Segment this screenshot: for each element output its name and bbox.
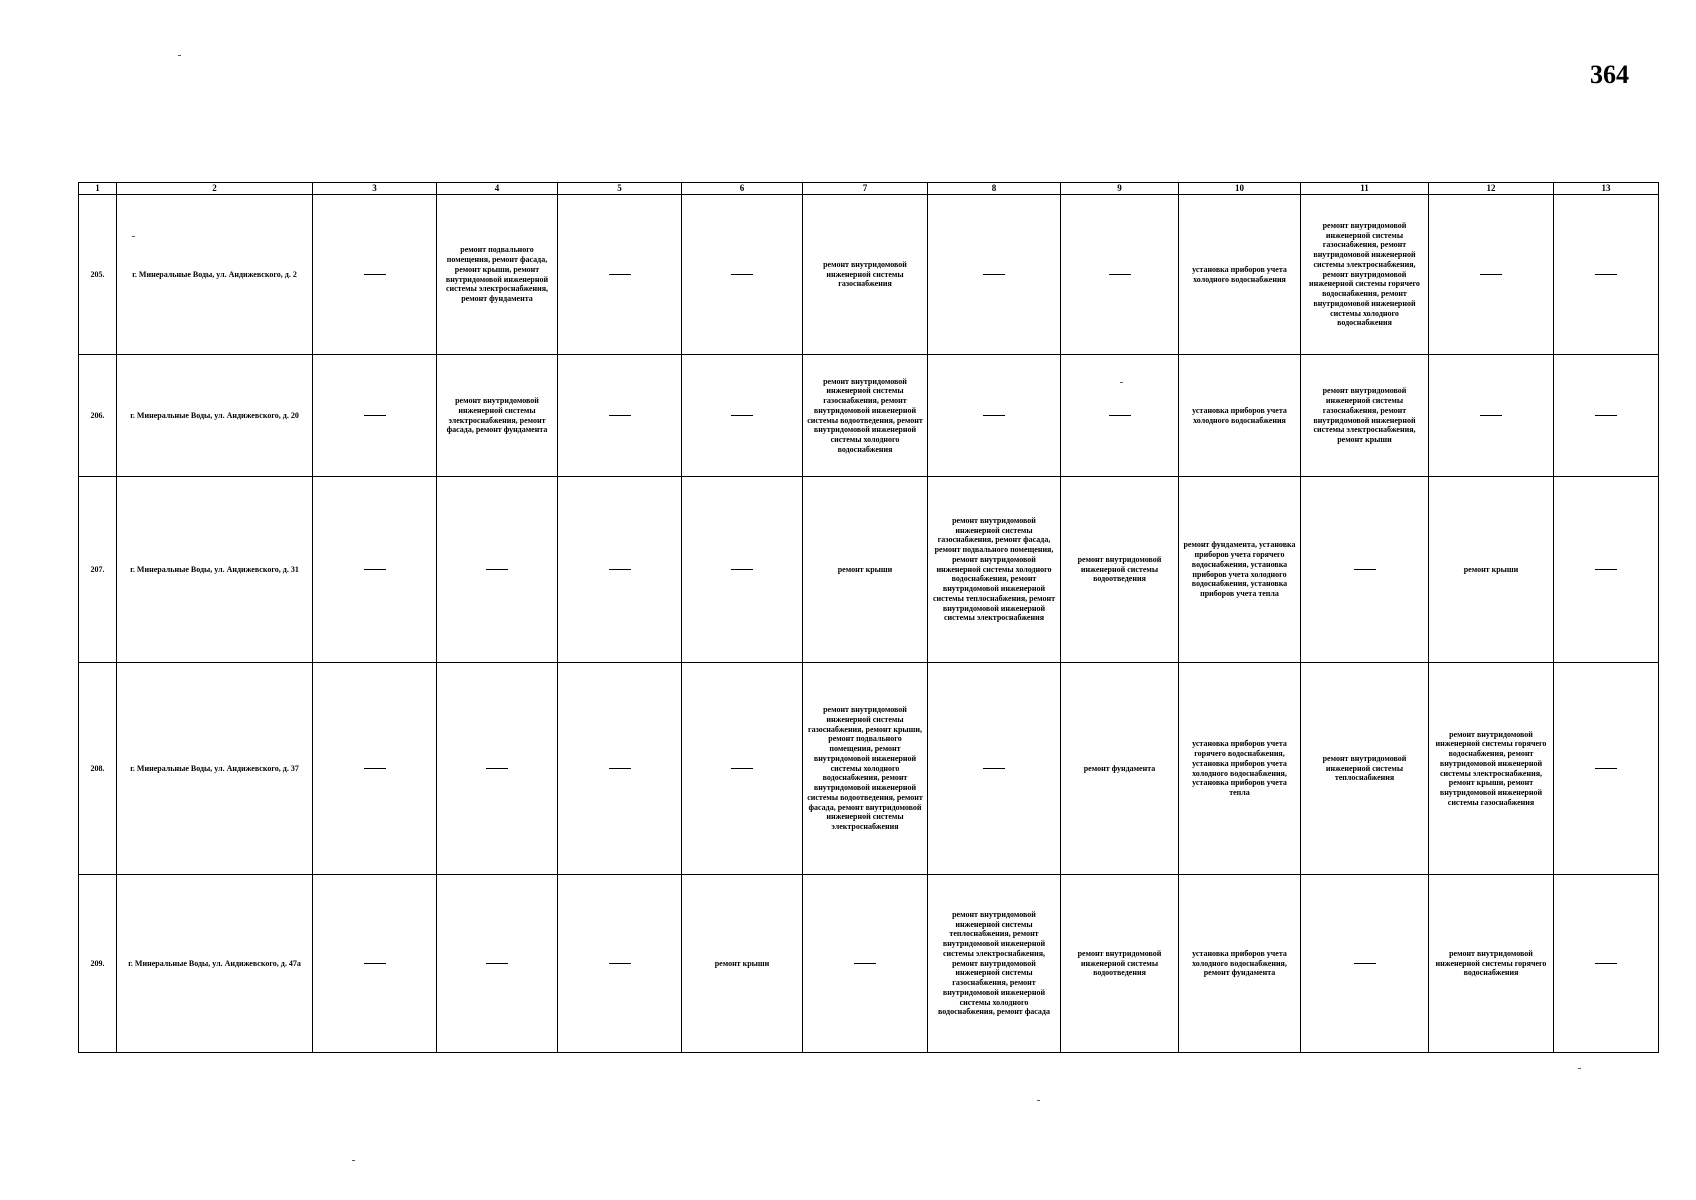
work-description-cell: ремонт внутридомовой инженерной системы газоснабжения, ремонт внутридомовой инженерной системы электроснабжения, ремонт внутридомовой инженерной системы горячего водоснабжения, ремонт внутридомовой инженерной системы холодного водоснабжения xyxy=(1301,195,1429,355)
dash-mark xyxy=(609,963,631,964)
dash-mark xyxy=(1109,415,1131,416)
dash-mark xyxy=(364,768,386,769)
address-cell: г. Минеральные Воды, ул. Андижевского, д. 47а xyxy=(117,875,313,1053)
dash-mark xyxy=(609,569,631,570)
dash-mark xyxy=(983,768,1005,769)
empty-cell xyxy=(928,355,1061,477)
work-description-cell: ремонт фундамента xyxy=(1061,663,1179,875)
dash-mark xyxy=(486,569,508,570)
empty-cell xyxy=(682,477,803,663)
dash-mark xyxy=(731,415,753,416)
scan-speck xyxy=(352,1160,355,1161)
work-description-cell: ремонт подвального помещения, ремонт фасада, ремонт крыши, ремонт внутридомовой инженерной системы электроснабжения, ремонт фундамента xyxy=(437,195,558,355)
work-description-cell: ремонт внутридомовой инженерной системы электроснабжения, ремонт фасада, ремонт фундамента xyxy=(437,355,558,477)
dash-mark xyxy=(1354,963,1376,964)
empty-cell xyxy=(437,477,558,663)
dash-mark xyxy=(1595,963,1617,964)
row-number: 209. xyxy=(79,875,117,1053)
dash-mark xyxy=(1109,274,1131,275)
dash-mark xyxy=(364,415,386,416)
column-number: 1 xyxy=(79,183,117,195)
column-number: 8 xyxy=(928,183,1061,195)
dash-mark xyxy=(1595,569,1617,570)
work-description-cell: ремонт внутридомовой инженерной системы горячего водоснабжения xyxy=(1429,875,1554,1053)
column-number: 5 xyxy=(558,183,682,195)
column-number: 6 xyxy=(682,183,803,195)
empty-cell xyxy=(928,663,1061,875)
row-number: 206. xyxy=(79,355,117,477)
empty-cell xyxy=(558,195,682,355)
empty-cell xyxy=(1554,875,1659,1053)
table-row xyxy=(79,663,1659,875)
empty-cell xyxy=(682,195,803,355)
column-number: 9 xyxy=(1061,183,1179,195)
table-row xyxy=(79,355,1659,477)
dash-mark xyxy=(1480,274,1502,275)
empty-cell xyxy=(928,195,1061,355)
work-description-cell: ремонт внутридомовой инженерной системы газоснабжения, ремонт внутридомовой инженерной системы электроснабжения, ремонт крыши xyxy=(1301,355,1429,477)
work-description-cell: ремонт внутридомовой инженерной системы теплоснабжения, ремонт внутридомовой инженерной системы электроснабжения, ремонт внутридомовой инженерной системы газоснабжения, ремонт внутридомовой инженерной системы холодного водоснабжения, ремонт фасада xyxy=(928,875,1061,1053)
address-cell: г. Минеральные Воды, ул. Андижевского, д. 37 xyxy=(117,663,313,875)
empty-cell xyxy=(1061,195,1179,355)
empty-cell xyxy=(313,195,437,355)
column-number: 3 xyxy=(313,183,437,195)
repair-schedule-table xyxy=(78,182,1659,1053)
empty-cell xyxy=(682,663,803,875)
empty-cell xyxy=(1554,355,1659,477)
column-number: 4 xyxy=(437,183,558,195)
empty-cell xyxy=(1429,355,1554,477)
empty-cell xyxy=(1554,195,1659,355)
row-number: 205. xyxy=(79,195,117,355)
column-number: 13 xyxy=(1554,183,1659,195)
dash-mark xyxy=(983,415,1005,416)
empty-cell xyxy=(1301,477,1429,663)
empty-cell xyxy=(682,355,803,477)
work-description-cell: ремонт фундамента, установка приборов учета горячего водоснабжения, установка приборов учета холодного водоснабжения, установка приборов учета тепла xyxy=(1179,477,1301,663)
dash-mark xyxy=(609,274,631,275)
work-description-cell: установка приборов учета холодного водоснабжения xyxy=(1179,195,1301,355)
dash-mark xyxy=(364,963,386,964)
row-number: 207. xyxy=(79,477,117,663)
column-number: 2 xyxy=(117,183,313,195)
row-number: 208. xyxy=(79,663,117,875)
empty-cell xyxy=(437,663,558,875)
address-cell: г. Минеральные Воды, ул. Андижевского, д. 31 xyxy=(117,477,313,663)
work-description-cell: ремонт внутридомовой инженерной системы водоотведения xyxy=(1061,477,1179,663)
table-row xyxy=(79,195,1659,355)
work-description-cell: ремонт крыши xyxy=(803,477,928,663)
work-description-cell: установка приборов учета холодного водоснабжения, ремонт фундамента xyxy=(1179,875,1301,1053)
empty-cell xyxy=(1301,875,1429,1053)
column-number: 10 xyxy=(1179,183,1301,195)
empty-cell xyxy=(1554,477,1659,663)
work-description-cell: ремонт внутридомовой инженерной системы газоснабжения, ремонт крыши, ремонт подвального помещения, ремонт внутридомовой инженерной системы холодного водоснабжения, ремонт внутридомовой инженерной системы водоотведения, ремонт фасада, ремонт внутридомовой инженерной системы электроснабжения xyxy=(803,663,928,875)
work-description-cell: ремонт внутридомовой инженерной системы водоотведения xyxy=(1061,875,1179,1053)
column-number: 11 xyxy=(1301,183,1429,195)
empty-cell xyxy=(1061,355,1179,477)
empty-cell xyxy=(313,355,437,477)
scan-speck xyxy=(1037,1100,1040,1101)
table-row xyxy=(79,875,1659,1053)
work-description-cell: ремонт внутридомовой инженерной системы газоснабжения, ремонт фасада, ремонт подвального помещения, ремонт внутридомовой инженерной системы холодного водоснабжения, ремонт внутридомовой инженерной системы теплоснабжения, ремонт внутридомовой инженерной системы электроснабжения xyxy=(928,477,1061,663)
table-row xyxy=(79,477,1659,663)
empty-cell xyxy=(1429,195,1554,355)
empty-cell xyxy=(558,875,682,1053)
empty-cell xyxy=(1554,663,1659,875)
empty-cell xyxy=(558,477,682,663)
empty-cell xyxy=(437,875,558,1053)
dash-mark xyxy=(731,274,753,275)
scan-speck xyxy=(1578,1068,1581,1069)
scan-speck xyxy=(1120,382,1123,383)
dash-mark xyxy=(1595,768,1617,769)
dash-mark xyxy=(1354,569,1376,570)
scan-speck xyxy=(132,236,135,237)
dash-mark xyxy=(983,274,1005,275)
empty-cell xyxy=(313,477,437,663)
empty-cell xyxy=(313,875,437,1053)
dash-mark xyxy=(1595,415,1617,416)
column-number: 7 xyxy=(803,183,928,195)
empty-cell xyxy=(558,355,682,477)
address-cell: г. Минеральные Воды, ул. Андижевского, д. 2 xyxy=(117,195,313,355)
scan-speck xyxy=(178,55,181,56)
column-number: 12 xyxy=(1429,183,1554,195)
dash-mark xyxy=(731,569,753,570)
page-number: 364 xyxy=(1590,60,1629,89)
column-number-row xyxy=(79,183,1659,195)
work-description-cell: ремонт внутридомовой инженерной системы теплоснабжения xyxy=(1301,663,1429,875)
empty-cell xyxy=(803,875,928,1053)
dash-mark xyxy=(854,963,876,964)
work-description-cell: ремонт внутридомовой инженерной системы горячего водоснабжения, ремонт внутридомовой инженерной системы электроснабжения, ремонт крыши, ремонт внутридомовой инженерной системы газоснабжения xyxy=(1429,663,1554,875)
dash-mark xyxy=(609,768,631,769)
dash-mark xyxy=(486,963,508,964)
work-description-cell: ремонт крыши xyxy=(1429,477,1554,663)
empty-cell xyxy=(313,663,437,875)
address-cell: г. Минеральные Воды, ул. Андижевского, д. 20 xyxy=(117,355,313,477)
work-description-cell: установка приборов учета холодного водоснабжения xyxy=(1179,355,1301,477)
work-description-cell: ремонт внутридомовой инженерной системы газоснабжения, ремонт внутридомовой инженерной системы водоотведения, ремонт внутридомовой инженерной системы холодного водоснабжения xyxy=(803,355,928,477)
work-description-cell: установка приборов учета горячего водоснабжения, установка приборов учета холодного водоснабжения, установка приборов учета тепла xyxy=(1179,663,1301,875)
dash-mark xyxy=(486,768,508,769)
dash-mark xyxy=(609,415,631,416)
work-description-cell: ремонт крыши xyxy=(682,875,803,1053)
empty-cell xyxy=(558,663,682,875)
dash-mark xyxy=(364,569,386,570)
dash-mark xyxy=(364,274,386,275)
dash-mark xyxy=(1480,415,1502,416)
work-description-cell: ремонт внутридомовой инженерной системы газоснабжения xyxy=(803,195,928,355)
dash-mark xyxy=(1595,274,1617,275)
dash-mark xyxy=(731,768,753,769)
